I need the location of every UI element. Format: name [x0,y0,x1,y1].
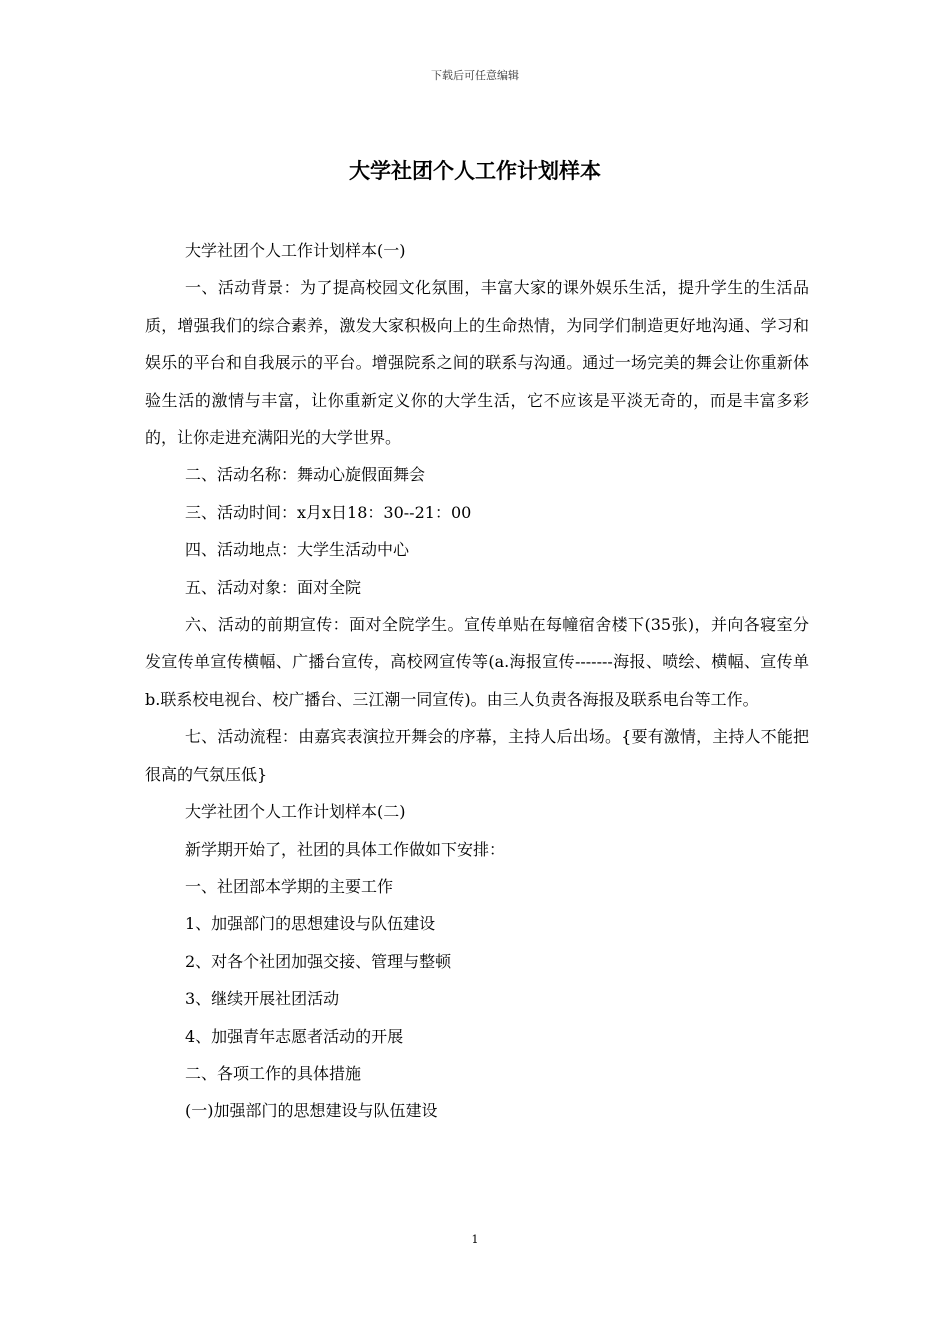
paragraph: 一、社团部本学期的主要工作 [185,876,394,896]
paragraph: 二、活动名称：舞动心旋假面舞会 [185,465,426,485]
paragraph: 二、各项工作的具体措施 [185,1063,362,1083]
paragraph: 一、活动背景：为了提高校园文化氛围，丰富大家的课外娱乐生活，提升学生的生活品质，增强我们的综合素养，激发大家积极向上的生命热情，为同学们制造更好地沟通、学习和娱乐的平台和自我展示的平台。增强院系之间的联系与沟通。通过一场完美的舞会让你重新体验生活的激情与丰富，让你重新定义你的大学生活，它不应该是平淡无奇的，而是丰富多彩的，让你走进充满阳光的大学世界。 [145,278,809,448]
paragraph: 4、加强青年志愿者活动的开展 [185,1026,404,1046]
paragraph: 六、活动的前期宣传：面对全院学生。宣传单贴在每幢宿舍楼下(35张)，并向各寝室分发宣传单宣传横幅、广播台宣传，高校网宣传等(a.海报宣传-------海报、喷绘、横幅、宣传单b.联系校电视台、校广播台、三江潮一同宣传)。由三人负责各海报及联系电台等工作。 [145,615,809,709]
paragraph: (一)加强部门的思想建设与队伍建设 [185,1101,438,1121]
paragraph: 1、加强部门的思想建设与队伍建设 [185,914,436,934]
paragraph: 2、对各个社团加强交接、管理与整顿 [185,951,452,971]
paragraph: 新学期开始了，社团的具体工作做如下安排： [185,839,506,859]
paragraph: 五、活动对象：面对全院 [185,577,362,597]
paragraph: 七、活动流程：由嘉宾表演拉开舞会的序幕，主持人后出场。{要有激情，主持人不能把很高的气氛压低} [145,727,809,784]
paragraph: 3、继续开展社团活动 [185,989,340,1009]
paragraph: 大学社团个人工作计划样本(一) [185,241,406,260]
page-header: 下载后可任意编辑 [431,69,519,82]
paragraph: 三、活动时间：x月x日18：30--21：00 [185,502,472,522]
page-number: 1 [471,1233,479,1246]
document-title: 大学社团个人工作计划样本 [349,158,601,183]
paragraph: 大学社团个人工作计划样本(二) [185,802,406,822]
paragraph: 四、活动地点：大学生活动中心 [185,540,410,560]
document-body [145,232,809,1130]
